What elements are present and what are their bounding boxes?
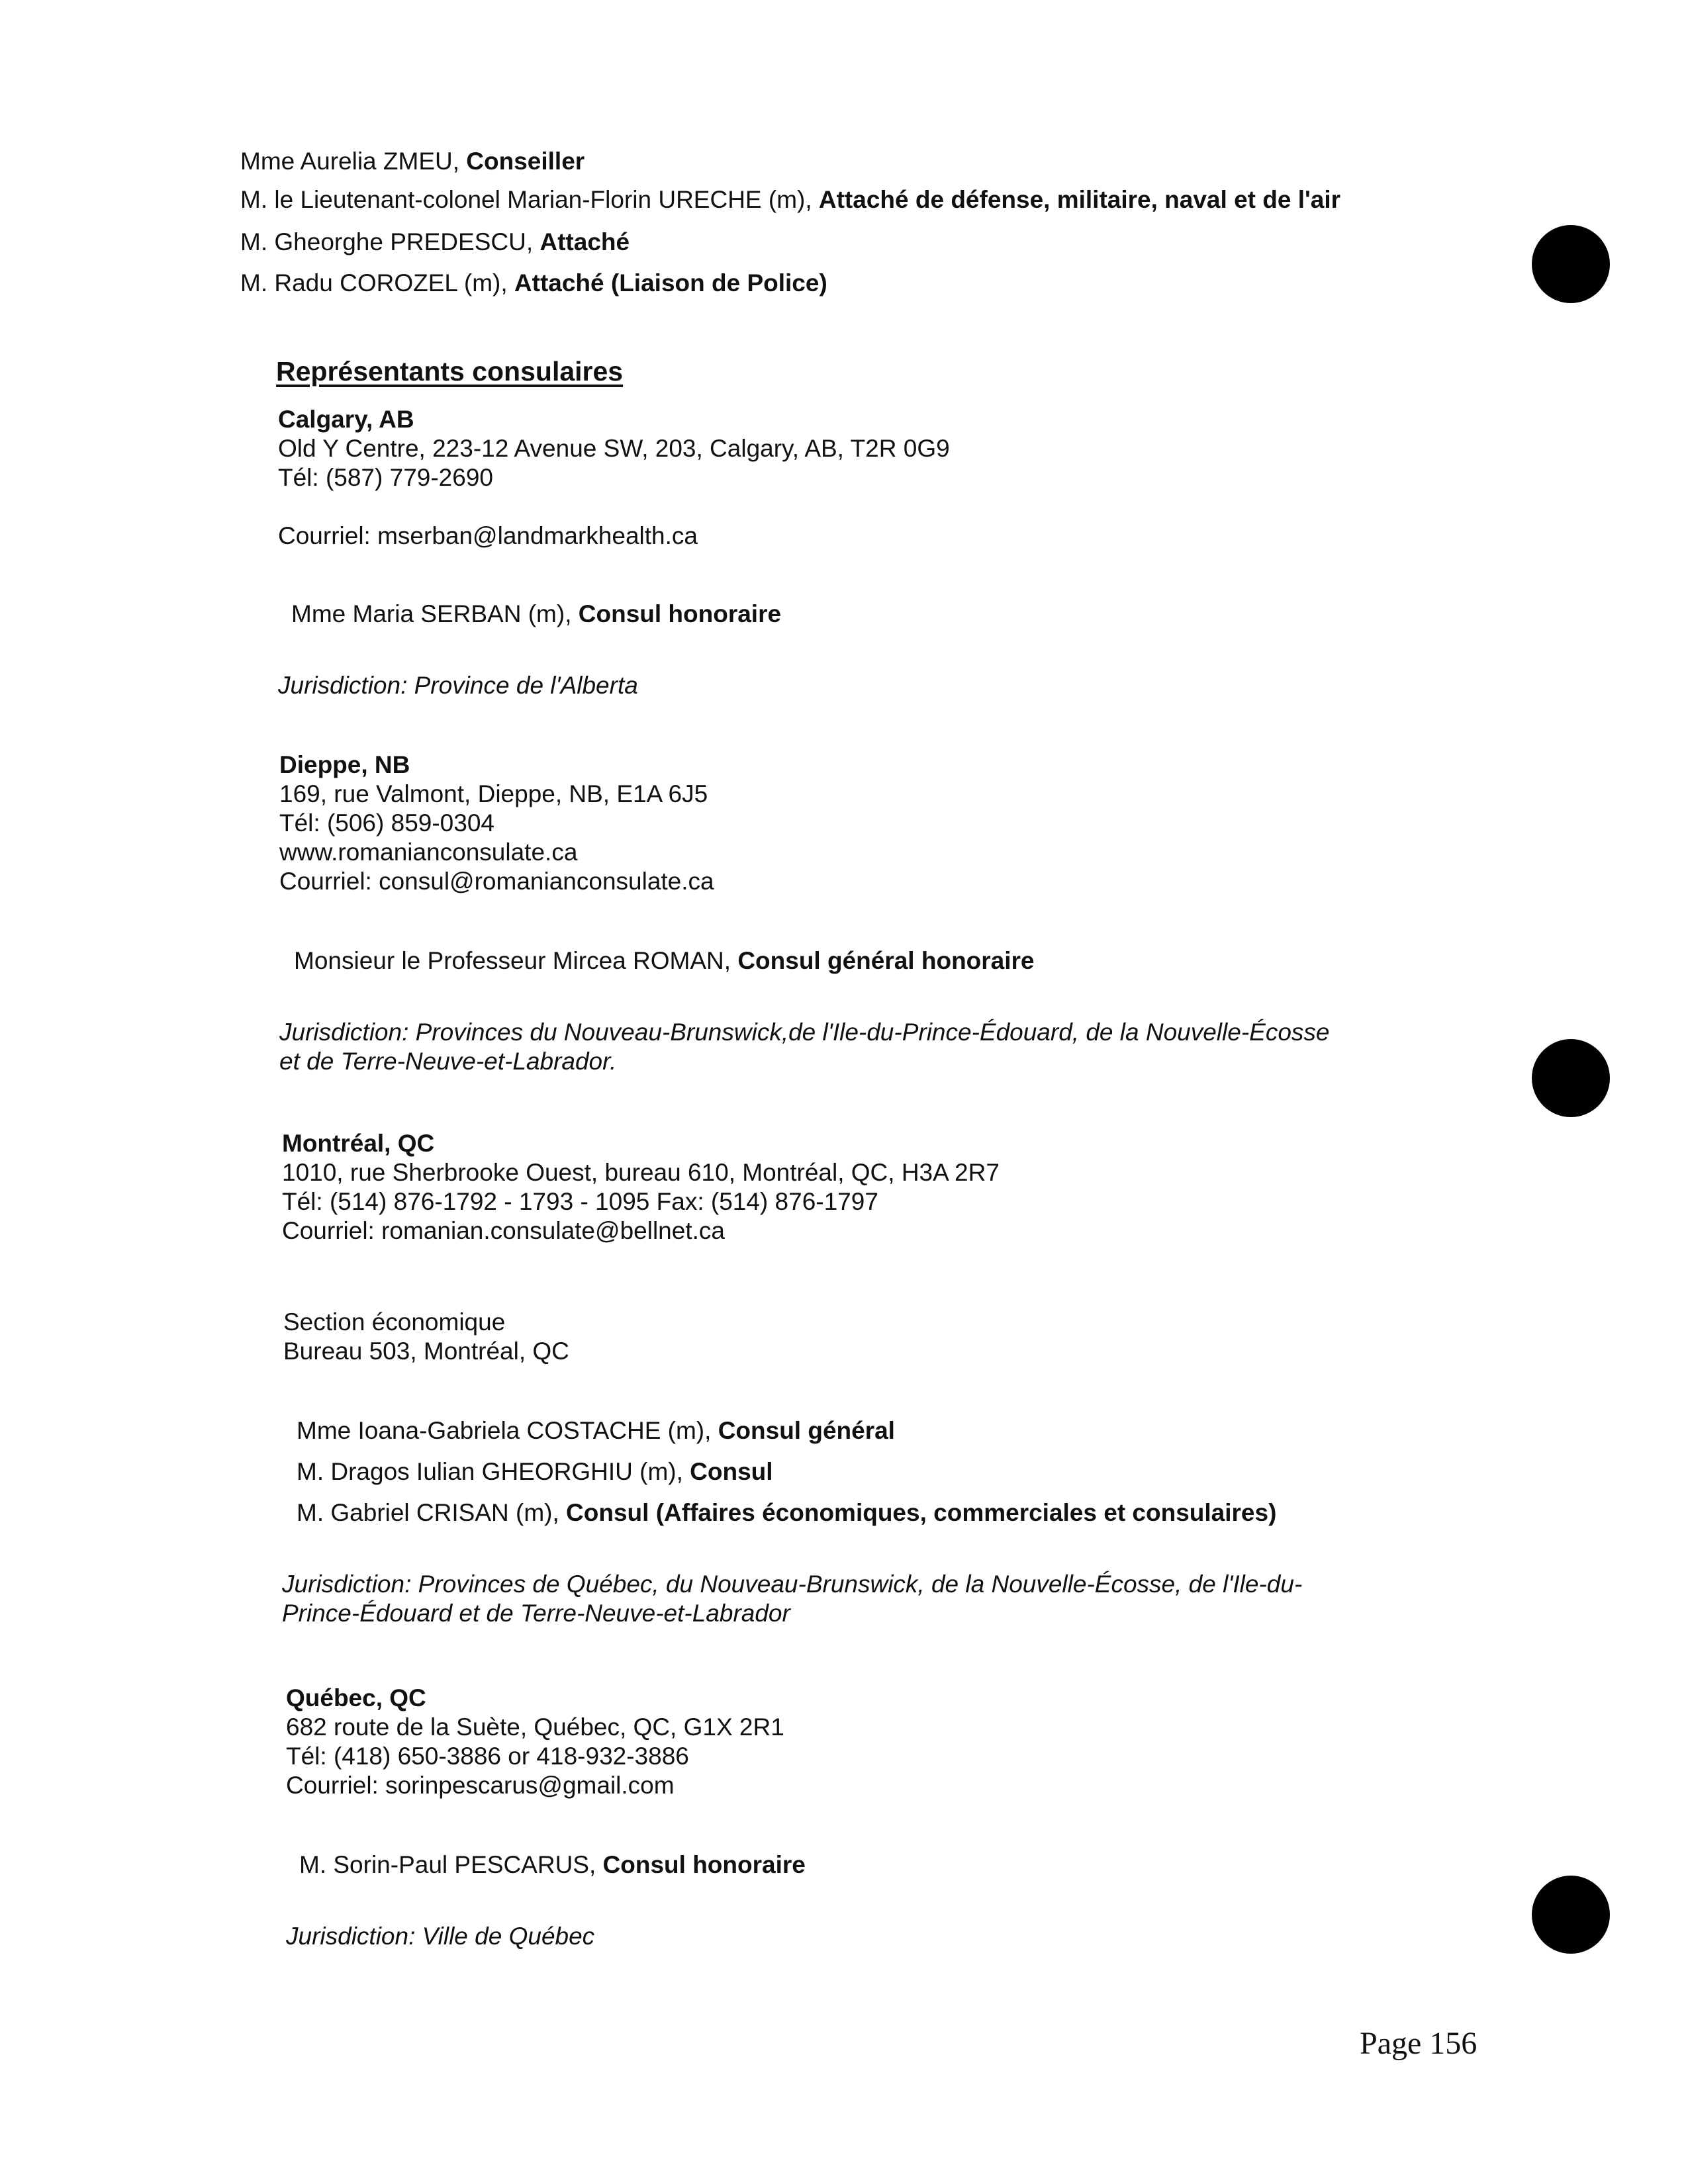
diplomat-entry (240, 269, 827, 298)
consul-title: Consul général honoraire (737, 947, 1035, 974)
office-city: Calgary, AB (278, 406, 414, 433)
diplomat-entry (240, 228, 630, 257)
office-email: Courriel: mserban@landmarkhealth.ca (278, 522, 698, 549)
diplomat-name: M. Radu COROZEL (m), (240, 269, 514, 296)
office-city: Dieppe, NB (279, 751, 410, 778)
consul-entry (297, 1498, 1276, 1527)
consul-title: Consul (690, 1458, 773, 1485)
diplomat-title: Attaché (539, 228, 630, 255)
consul-title: Consul (Affaires économiques, commerciales et consulaires) (566, 1499, 1277, 1526)
diplomat-name: M. le Lieutenant-colonel Marian-Florin URECHE (m), (240, 186, 819, 213)
section-heading: Représentants consulaires (276, 356, 624, 387)
office-email: Courriel: sorinpescarus@gmail.com (286, 1772, 675, 1799)
consul-name: M. Sorin-Paul PESCARUS, (299, 1851, 603, 1878)
consul-name: Mme Maria SERBAN (m), (291, 600, 579, 627)
punch-hole (1532, 1039, 1610, 1117)
punch-hole (1532, 225, 1610, 303)
consul-entry (294, 946, 1035, 976)
consul-name: Mme Ioana-Gabriela COSTACHE (m), (297, 1417, 718, 1444)
office-city: Québec, QC (286, 1684, 426, 1711)
consul-title: Consul honoraire (578, 600, 782, 627)
consul-title: Consul général (718, 1417, 895, 1444)
office-address: 682 route de la Suète, Québec, QC, G1X 2R1 (286, 1713, 784, 1741)
jurisdiction-continued: et de Terre-Neuve-et-Labrador. (279, 1048, 617, 1075)
office-phone: Tél: (587) 779-2690 (278, 464, 493, 491)
diplomat-title: Attaché (Liaison de Police) (514, 269, 827, 296)
section-address: Bureau 503, Montréal, QC (283, 1338, 569, 1365)
consul-entry (291, 600, 781, 629)
consul-title: Consul honoraire (602, 1851, 806, 1878)
office-address: 1010, rue Sherbrooke Ouest, bureau 610, Montréal, QC, H3A 2R7 (282, 1159, 1000, 1186)
diplomat-title: Conseiller (466, 148, 585, 175)
jurisdiction: Jurisdiction: Ville de Québec (286, 1923, 595, 1950)
diplomat-name: M. Gheorghe PREDESCU, (240, 228, 540, 255)
consul-entry (299, 1850, 806, 1880)
punch-hole (1532, 1876, 1610, 1954)
office-phone: Tél: (418) 650-3886 or 418-932-3886 (286, 1743, 689, 1770)
office-email: Courriel: consul@romanianconsulate.ca (279, 868, 714, 895)
diplomat-title: Attaché de défense, militaire, naval et de l'air (818, 186, 1341, 213)
office-email: Courriel: romanian.consulate@bellnet.ca (282, 1217, 725, 1244)
jurisdiction: Jurisdiction: Province de l'Alberta (278, 672, 638, 699)
office-address: 169, rue Valmont, Dieppe, NB, E1A 6J5 (279, 780, 708, 807)
office-phone: Tél: (506) 859-0304 (279, 809, 494, 837)
section-label: Section économique (283, 1308, 506, 1336)
consul-name: M. Dragos Iulian GHEORGHIU (m), (297, 1458, 690, 1485)
page-number: Page 156 (1360, 2026, 1477, 2061)
diplomat-entry (240, 185, 1340, 214)
diplomat-entry (240, 147, 585, 176)
office-address: Old Y Centre, 223-12 Avenue SW, 203, Calgary, AB, T2R 0G9 (278, 435, 950, 462)
jurisdiction: Jurisdiction: Provinces de Québec, du Nouveau-Brunswick, de la Nouvelle-Écosse, de l'Ile-du- (282, 1570, 1303, 1598)
jurisdiction: Jurisdiction: Provinces du Nouveau-Brunswick,de l'Ile-du-Prince-Édouard, de la Nouvelle-Écosse (279, 1019, 1330, 1046)
office-phone-fax: Tél: (514) 876-1792 - 1793 - 1095 Fax: (514) 876-1797 (282, 1188, 878, 1215)
office-city: Montréal, QC (282, 1130, 435, 1157)
diplomat-name: Mme Aurelia ZMEU, (240, 148, 467, 175)
consul-name: Monsieur le Professeur Mircea ROMAN, (294, 947, 738, 974)
consul-entry (297, 1416, 895, 1445)
consul-name: M. Gabriel CRISAN (m), (297, 1499, 567, 1526)
office-website: www.romanianconsulate.ca (279, 839, 578, 866)
consul-entry (297, 1457, 773, 1486)
jurisdiction-continued: Prince-Édouard et de Terre-Neuve-et-Labrador (282, 1600, 790, 1627)
